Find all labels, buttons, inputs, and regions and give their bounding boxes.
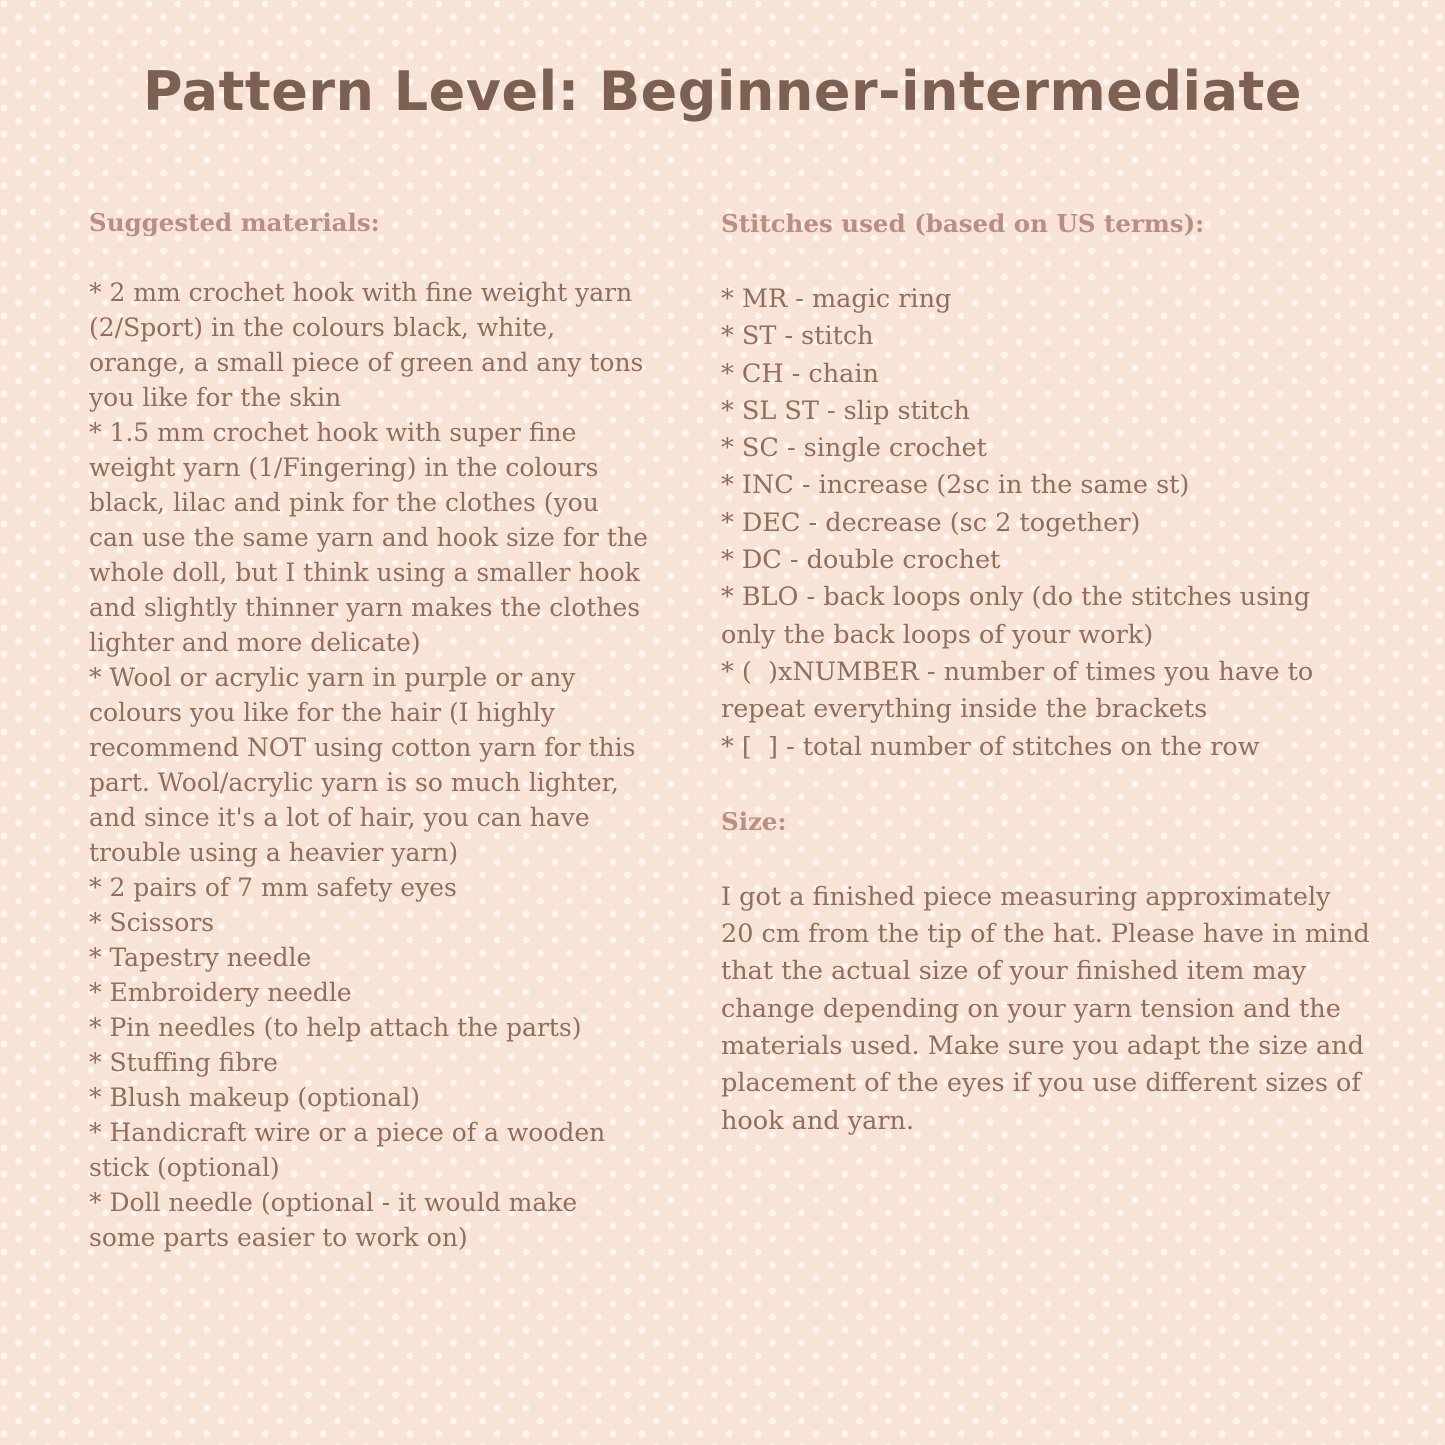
materials-list: * 2 mm crochet hook with fine weight yarn (2/Sport) in the colours black, white, orange, a small piece of green and any tons you like for the skin * 1.5 mm crochet hook with super fine weight yarn (1/Fingering) in the colours black, lilac and pink for the clothes (you can use the same yarn and hook size for the whole doll, but I think using a smaller hook and slightly thinner yarn makes the clothes lighter and more delicate) * Wool or acrylic yarn in purple or any colours you like for the hair (I highly recommend NOT using cotton yarn for this part. Wool/acrylic yarn is so much lighter, and since it's a lot of hair, you can have trouble using a heavier yarn) * 2 pairs of 7 mm safety eyes * Scissors * Tapestry needle * Embroidery needle * Pin needles (to help attach the parts) * Stuffing fibre * Blush makeup (optional) * Handicraft wire or a piece of a wooden stick (optional) * Doll needle (optional - it would make some parts easier to work on) [89, 278, 648, 1252]
stitch-item: * BLO - back loops only (do the stitches using only the back loops of your work) [721, 582, 1311, 650]
stitch-item: * CH - chain [721, 358, 879, 389]
size-heading: Size: [721, 806, 787, 836]
stitch-item: * SC - single crochet [721, 433, 987, 464]
size-description: I got a finished piece measuring approximately 20 cm from the tip of the hat. Please have in mind that the actual size of your finished item may change depending on your yarn tension and the materials used. Make sure you adapt the size and placement of the eyes if you use different sizes of hook and yarn. [721, 881, 1370, 1136]
stitches-list [721, 281, 1371, 766]
materials-heading: Suggested materials: [89, 208, 380, 237]
stitch-item: * [ ] - total number of stitches on the row [721, 731, 1260, 762]
stitch-item: * DC - double crochet [721, 545, 1001, 576]
stitch-item: * ST - stitch [721, 321, 874, 352]
stitches-section [721, 205, 1371, 1140]
page-title: Pattern Level: Beginner-intermediate [143, 60, 1302, 123]
materials-section [89, 205, 649, 1255]
stitch-item: * INC - increase (2sc in the same st) [721, 470, 1190, 501]
stitch-item: * DEC - decrease (sc 2 together) [721, 507, 1141, 538]
stitch-item: * ( )xNUMBER - number of times you have to repeat everything inside the brackets [721, 656, 1322, 725]
stitches-heading: Stitches used (based on US terms): [721, 209, 1205, 238]
stitch-item: * MR - magic ring [721, 284, 952, 314]
stitch-item: * SL ST - slip stitch [721, 395, 970, 426]
